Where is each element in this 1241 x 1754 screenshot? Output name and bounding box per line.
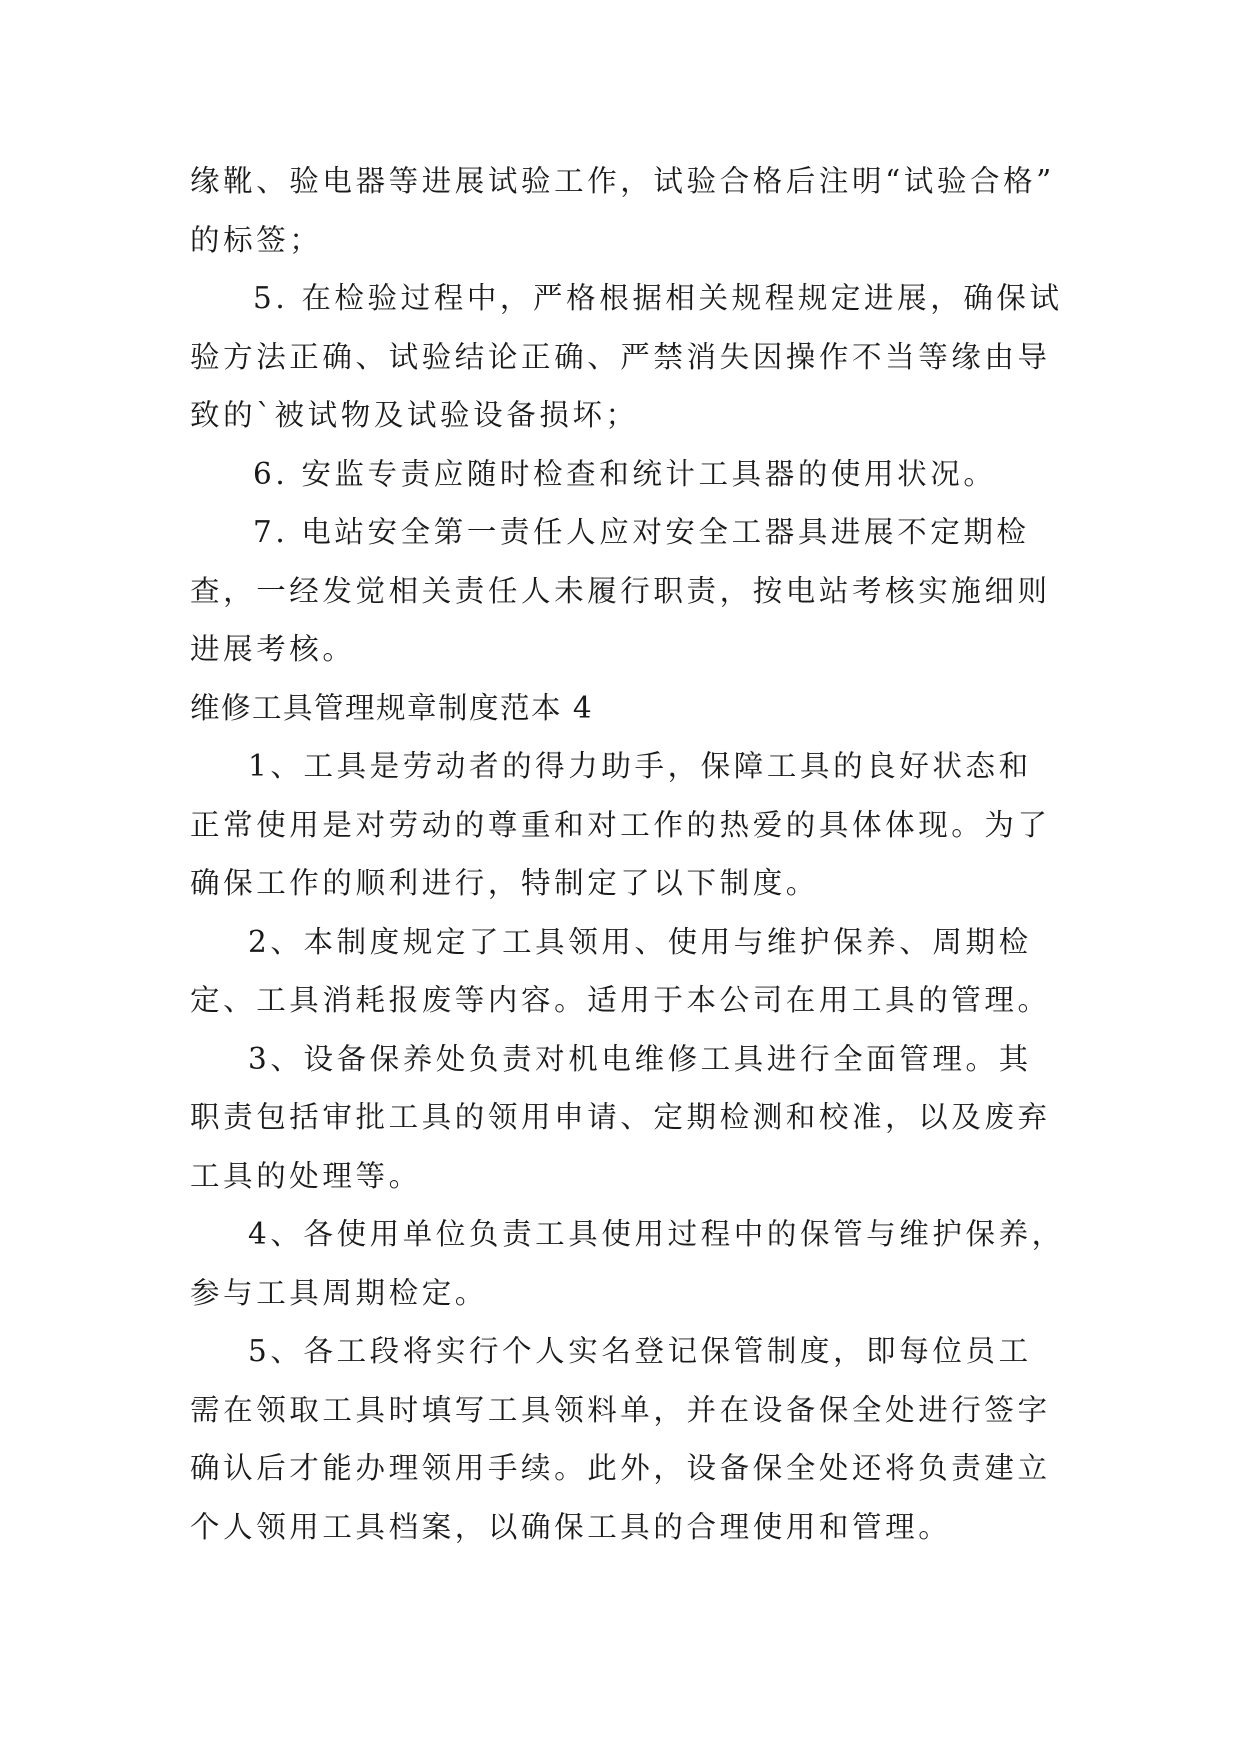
clause-3: 3、设备保养处负责对机电维修工具进行全面管理。其 (248, 1041, 1032, 1076)
clause-5: 5、各工段将实行个人实名登记保管制度，即每位员工 (248, 1334, 1032, 1368)
list-item-6: 6. 安监专责应随时检查和统计工具器的使用状况。 (253, 456, 997, 491)
text-line: 确保工作的顺利进行，特制定了以下制度。 (190, 866, 819, 900)
text-line: 致的`被试物及试验设备损坏； (190, 398, 639, 432)
clause-1: 1、工具是劳动者的得力助手，保障工具的良好状态和 (248, 749, 1032, 783)
document-page (190, 152, 1065, 1556)
text-line: 验方法正确、试验结论正确、严禁消失因操作不当等缘由导 (190, 339, 1051, 374)
text-line: 的标签； (190, 222, 323, 257)
text-line: 确认后才能办理领用手续。此外，设备保全处还将负责建立 (190, 1451, 1051, 1485)
section-heading: 维修工具管理规章制度范本 4 (190, 690, 594, 725)
text-line: 定、工具消耗报废等内容。适用于本公司在用工具的管理。 (190, 983, 1051, 1017)
text-line: 正常使用是对劳动的尊重和对工作的热爱的具体体现。为了 (190, 807, 1051, 842)
text-line: 查，一经发觉相关责任人未履行职责，按电站考核实施细则 (190, 573, 1051, 608)
text-line: 需在领取工具时填写工具领料单，并在设备保全处进行签字 (190, 1392, 1051, 1427)
text-line: 进展考核。 (190, 632, 356, 666)
clause-4: 4、各使用单位负责工具使用过程中的保管与维护保养， (248, 1217, 1065, 1251)
clause-2: 2、本制度规定了工具领用、使用与维护保养、周期检 (248, 924, 1032, 959)
text-line: 工具的处理等。 (190, 1158, 422, 1193)
text-line: 职责包括审批工具的领用申请、定期检测和校准，以及废弃 (190, 1100, 1051, 1134)
text-line: 参与工具周期检定。 (190, 1275, 488, 1310)
list-item-5: 5. 在检验过程中，严格根据相关规程规定进展，确保试 (253, 281, 1063, 315)
list-item-7: 7. 电站安全第一责任人应对安全工器具进展不定期检 (253, 515, 1030, 549)
text-line: 个人领用工具档案，以确保工具的合理使用和管理。 (190, 1509, 952, 1544)
text-line: 缘靴、验电器等进展试验工作，试验合格后注明“试验合格” (190, 164, 1055, 198)
